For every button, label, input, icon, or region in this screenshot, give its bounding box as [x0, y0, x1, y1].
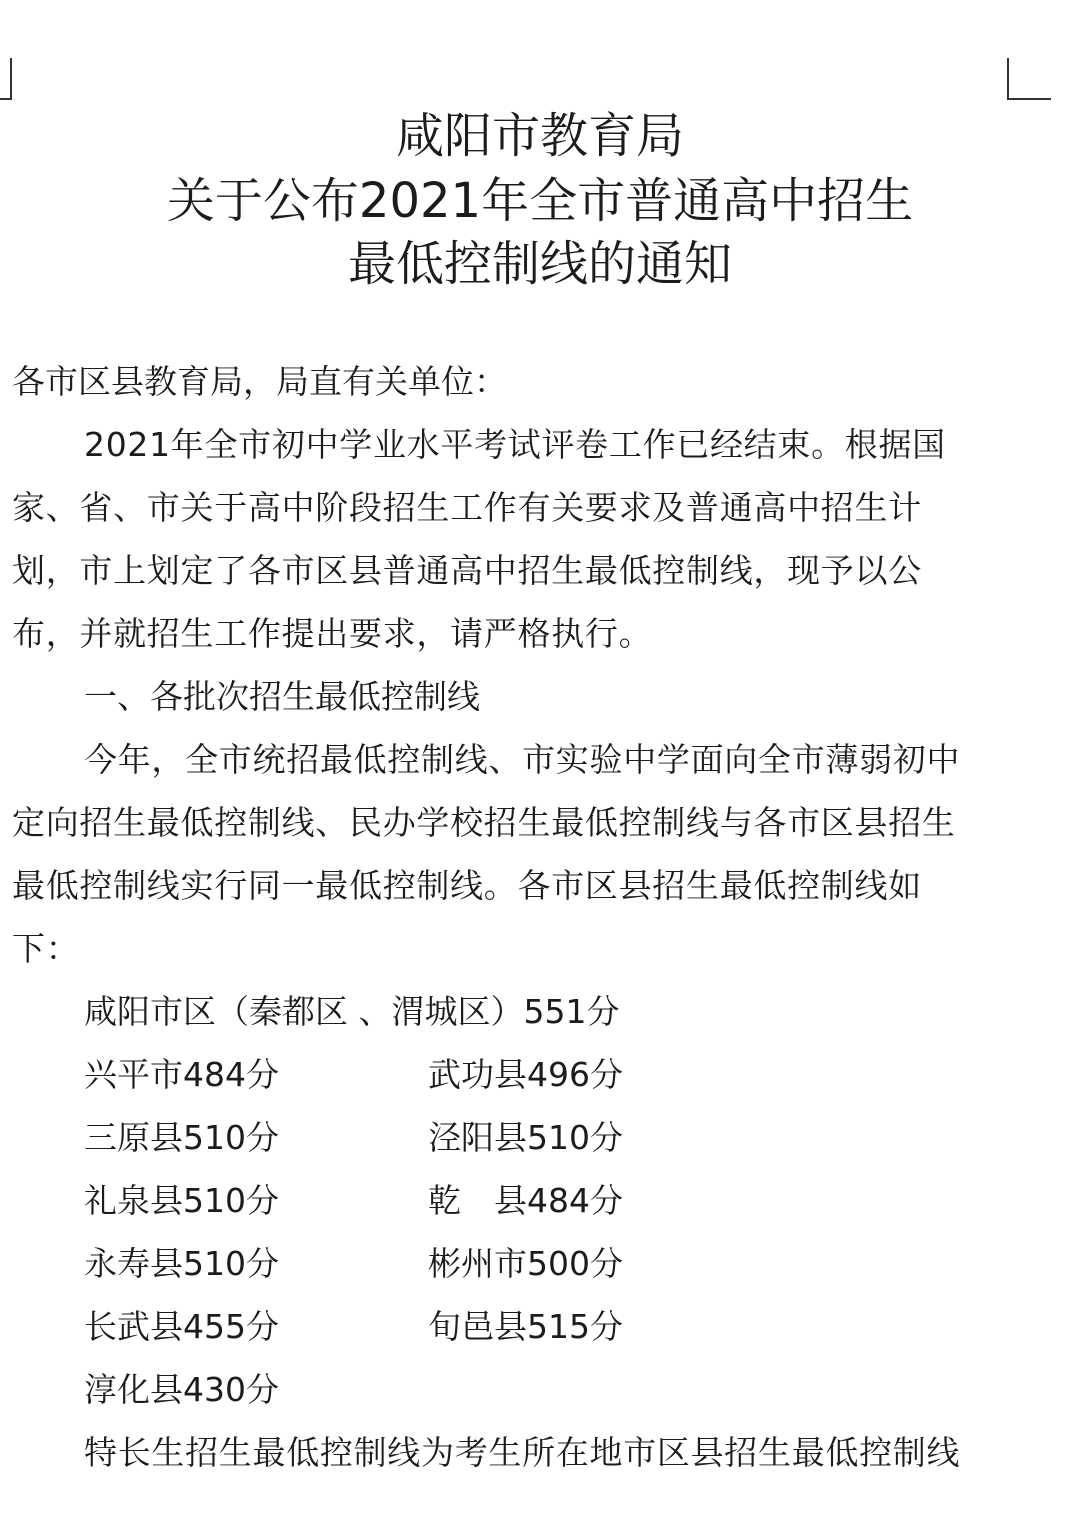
page-corner-mark-right — [1007, 58, 1051, 100]
score-item: 永寿县510分 — [84, 1244, 279, 1283]
notice-title-line-1: 咸阳市教育局 — [395, 108, 684, 164]
score-item: 旬邑县515分 — [428, 1307, 623, 1346]
score-item: 礼泉县510分 — [84, 1181, 279, 1220]
paragraph-2-line-3: 最低控制线实行同一最低控制线。各市区县招生最低控制线如 — [12, 866, 922, 905]
paragraph-1-line-3: 划，市上划定了各市区县普通高中招生最低控制线，现予以公 — [12, 551, 922, 590]
salutation: 各市区县教育局，局直有关单位： — [12, 362, 507, 401]
section-1-heading: 一、各批次招生最低控制线 — [84, 677, 480, 716]
paragraph-2-line-1: 今年，全市统招最低控制线、市实验中学面向全市薄弱初中 — [84, 740, 961, 779]
paragraph-2-line-2: 定向招生最低控制线、民办学校招生最低控制线与各市区县招生 — [12, 803, 956, 842]
score-item: 乾 县484分 — [428, 1181, 623, 1220]
score-item: 武功县496分 — [428, 1055, 623, 1094]
page-corner-mark-left — [0, 58, 12, 100]
score-item: 彬州市500分 — [428, 1244, 623, 1283]
paragraph-1-line-4: 布，并就招生工作提出要求，请严格执行。 — [12, 614, 653, 653]
notice-title-line-3: 最低控制线的通知 — [347, 236, 732, 292]
score-item: 淳化县430分 — [84, 1370, 279, 1409]
score-item: 长武县455分 — [84, 1307, 279, 1346]
score-item: 兴平市484分 — [84, 1055, 279, 1094]
city-district-score: 咸阳市区（秦都区 、渭城区）551分 — [84, 992, 620, 1031]
paragraph-2-line-4: 下： — [12, 929, 80, 968]
paragraph-1-line-1: 2021年全市初中学业水平考试评卷工作已经结束。根据国 — [84, 425, 946, 464]
score-item: 三原县510分 — [84, 1118, 279, 1157]
paragraph-1-line-2: 家、省、市关于高中阶段招生工作有关要求及普通高中招生计 — [12, 488, 922, 527]
specialty-students-line: 特长生招生最低控制线为考生所在地市区县招生最低控制线 — [84, 1433, 961, 1472]
notice-title-line-2: 关于公布2021年全市普通高中招生 — [166, 173, 914, 229]
score-item: 泾阳县510分 — [428, 1118, 623, 1157]
